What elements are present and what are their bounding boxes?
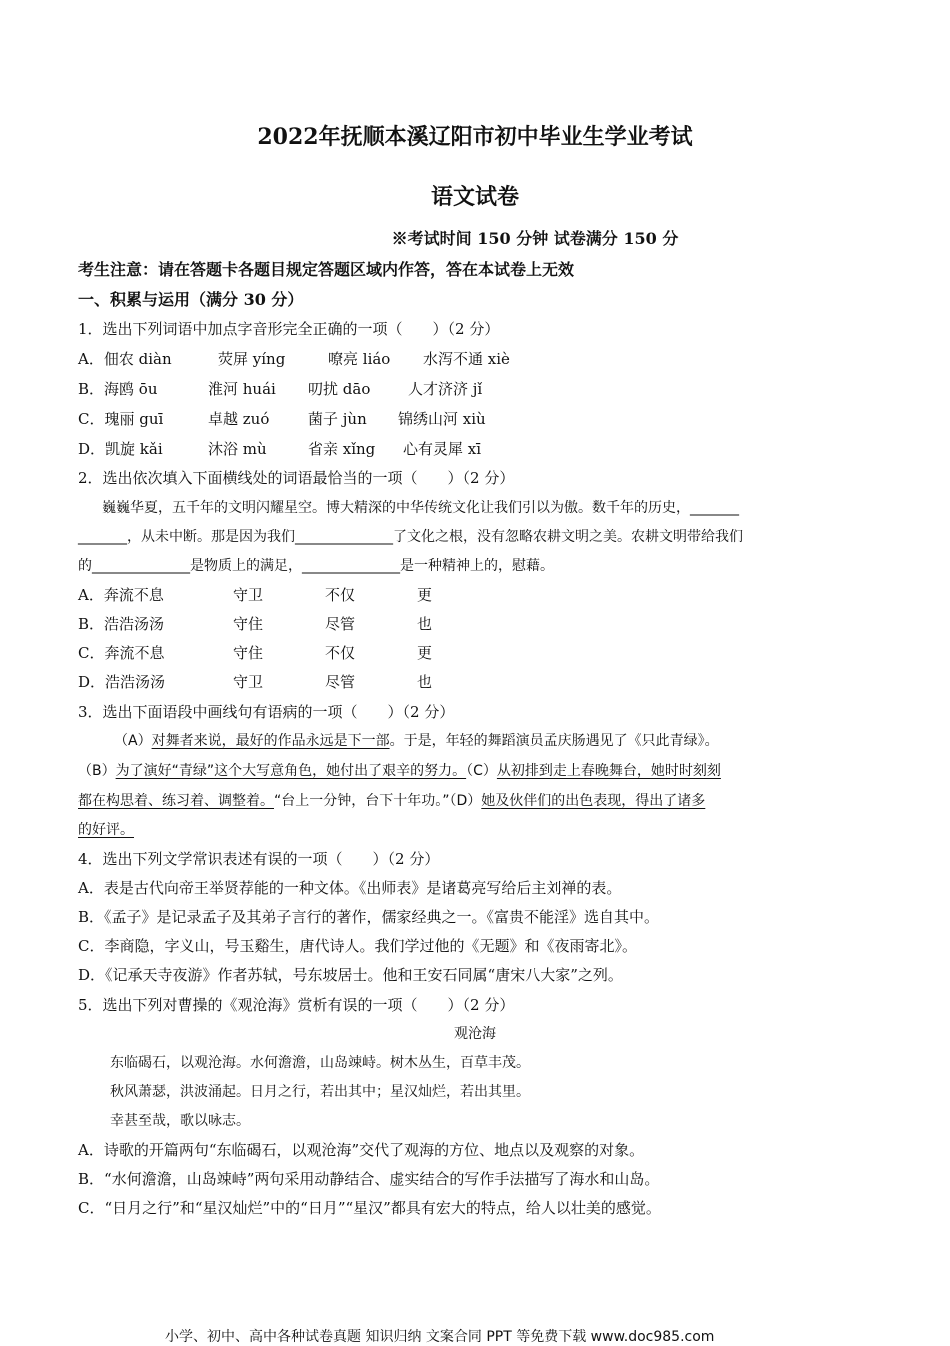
exam-notice: 考生注意：请在答题卡各题目规定答题区域内作答，答在本试卷上无效	[78, 260, 575, 279]
q4-option-c: C．李商隐，字义山，号玉谿生，唐代诗人。我们学过他的《无题》和《夜雨寄北》。	[78, 937, 637, 955]
section-heading: 一、积累与运用（满分 30 分）	[78, 290, 304, 309]
q2-option-d: D．浩浩汤汤 守卫 尽管 也	[78, 673, 433, 691]
poem-line-2: 秋风萧瑟，洪波涌起。日月之行，若出其中；星汉灿烂，若出其里。	[110, 1084, 530, 1100]
q1-option-a: A．佃农 diàn 荧屏 yíng 嘹亮 liáo 水泻不通 xiè	[78, 350, 510, 368]
q3-passage-line-4: 的好评。	[78, 822, 134, 838]
exam-title: 2022年抚顺本溪辽阳市初中毕业生学业考试	[257, 124, 693, 150]
question-2-stem: 2．选出依次填入下面横线处的词语最恰当的一项（ ）（2 分）	[78, 469, 515, 487]
q5-option-a: A．诗歌的开篇两句“东临碣石，以观沧海”交代了观海的方位、地点以及观察的对象。	[78, 1141, 645, 1159]
q1-option-c: C．瑰丽 guī 卓越 zuó 菌子 jùn 锦绣山河 xiù	[78, 410, 486, 428]
exam-info: ※考试时间 150 分钟 试卷满分 150 分	[391, 229, 679, 248]
q2-passage-line-3: 的______________是物质上的满足，______________是一种精神上的，慰藉。	[78, 558, 554, 574]
q4-option-b: B．《孟子》是记录孟子及其弟子言行的著作，儒家经典之一。《富贵不能淫》选自其中。	[78, 908, 660, 926]
q1-option-d: D．凯旋 kǎi 沐浴 mù 省亲 xǐng 心有灵犀 xī	[78, 440, 482, 458]
q2-passage-line-1: 巍巍华夏，五千年的文明闪耀星空。博大精深的中华传统文化让我们引以为傲。数千年的历史，_______	[102, 500, 739, 516]
q3-passage-line-1: （A）对舞者来说，最好的作品永远是下一部。于是，年轻的舞蹈演员孟庆肠遇见了《只此青绿》。	[114, 733, 719, 749]
exam-subtitle: 语文试卷	[430, 184, 519, 210]
poem-title: 观沧海	[454, 1026, 496, 1042]
question-5-stem: 5．选出下列对曹操的《观沧海》赏析有误的一项（ ）（2 分）	[78, 996, 515, 1014]
q1-option-b: B．海鸥 ōu 淮河 huái 叨扰 dāo 人才济济 jǐ	[78, 380, 483, 398]
q4-option-d: D．《记承天寺夜游》作者苏轼，号东坡居士。他和王安石同属“唐宋八大家”之列。	[78, 966, 623, 984]
question-1-stem: 1．选出下列词语中加点字音形完全正确的一项（ ）（2 分）	[78, 320, 500, 338]
page-footer: 小学、初中、高中各种试卷真题 知识归纳 文案合同 PPT 等免费下载 www.doc985.com	[165, 1329, 715, 1345]
q5-option-c: C．“日月之行”和“星汉灿烂”中的“日月”“星汉”都具有宏大的特点，给人以壮美的感觉。	[78, 1199, 661, 1217]
poem-line-3: 幸甚至哉，歌以咏志。	[110, 1113, 250, 1129]
q2-option-b: B．浩浩汤汤 守住 尽管 也	[78, 615, 433, 633]
q2-passage-line-2: _______，从未中断。那是因为我们______________了文化之根，没有忽略农耕文明之美。农耕文明带给我们	[78, 529, 743, 545]
question-3-stem: 3．选出下面语段中画线句有语病的一项（ ）（2 分）	[78, 703, 455, 721]
q2-option-a: A．奔流不息 守卫 不仅 更	[78, 586, 433, 604]
poem-line-1: 东临碣石，以观沧海。水何澹澹，山岛竦峙。树木丛生，百草丰茂。	[110, 1055, 530, 1071]
q4-option-a: A．表是古代向帝王举贤荐能的一种文体。《出师表》是诸葛亮写给后主刘禅的表。	[78, 879, 622, 897]
question-4-stem: 4．选出下列文学常识表述有误的一项（ ）（2 分）	[78, 850, 440, 868]
q3-passage-line-2: （B）为了演好“青绿”这个大写意角色，她付出了艰辛的努力。（C）从初排到走上春晚舞台，她时时刻刻	[78, 763, 721, 779]
q3-passage-line-3: 都在构思着、练习着、调整着。“台上一分钟，台下十年功。”（D）她及伙伴们的出色表现，得出了诸多	[78, 793, 706, 809]
q5-option-b: B．“水何澹澹，山岛竦峙”两句采用动静结合、虚实结合的写作手法描写了海水和山岛。	[78, 1170, 660, 1188]
q2-option-c: C．奔流不息 守住 不仅 更	[78, 644, 433, 662]
